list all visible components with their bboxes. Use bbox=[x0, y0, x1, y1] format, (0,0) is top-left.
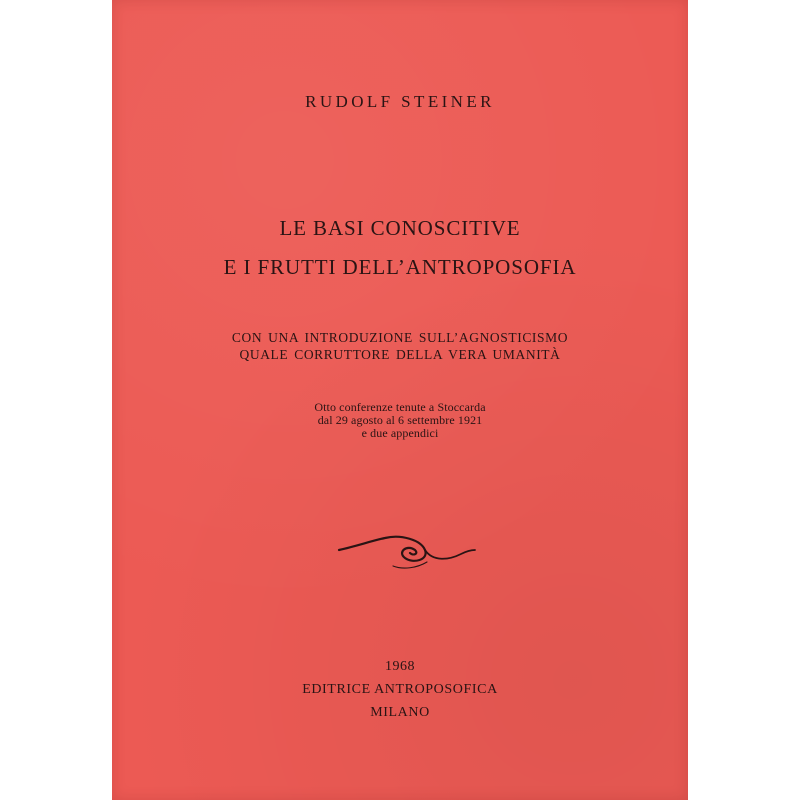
title-line-1: LE BASI CONOSCITIVE bbox=[279, 216, 521, 240]
book-cover bbox=[112, 0, 688, 800]
note-line-1: Otto conferenze tenute a Stoccarda bbox=[314, 400, 486, 414]
publisher-name: EDITRICE ANTROPOSOFICA bbox=[302, 682, 498, 697]
author-name: RUDOLF STEINER bbox=[305, 92, 495, 111]
note-line-3: e due appendici bbox=[361, 426, 439, 440]
title-line-2: E I FRUTTI DELL’ANTROPOSOFIA bbox=[223, 255, 577, 279]
publication-year: 1968 bbox=[385, 659, 415, 674]
subtitle-line-1: CON UNA INTRODUZIONE SULL’AGNOSTICISMO bbox=[231, 330, 569, 345]
publication-city: MILANO bbox=[370, 705, 430, 720]
note-line-2: dal 29 agosto al 6 settembre 1921 bbox=[317, 413, 483, 427]
subtitle-line-2: QUALE CORRUTTORE DELLA VERA UMANITÀ bbox=[239, 347, 561, 362]
spiral-wave-ornament-icon bbox=[337, 526, 477, 576]
